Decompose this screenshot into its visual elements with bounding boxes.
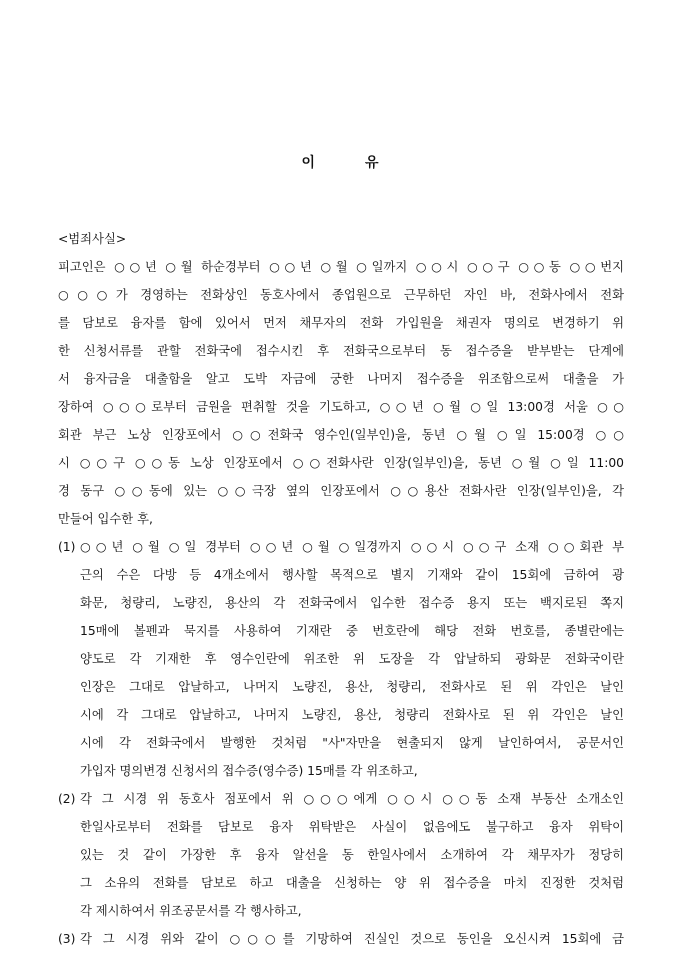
item-line: 양도로 각 기재한 후 영수인란에 위조한 위 도장을 각 압날하되 광화문 전화국이란	[80, 652, 624, 666]
item-text	[80, 785, 624, 925]
title-char-2: 유	[365, 155, 379, 171]
item-line: 한일사로부터 전화를 담보로 융자 위탁받은 사실이 없음에도 불구하고 융자 위탁이	[80, 820, 624, 834]
item-line: 가입자 명의변경 신청서의 접수증(영수증) 15매를 각 위조하고,	[80, 764, 418, 778]
paragraph-line: 시 ○○구 ○○동 노상 인장포에서 ○○전화사란 인장(일부인)을, 동년 ○월 ○일 11:00	[58, 456, 624, 470]
item-number: (2)	[58, 792, 76, 806]
item-line: 있는 것 같이 가장한 후 융자 알선을 동 한일사에서 소개하여 각 채무자가 정당히	[80, 848, 624, 862]
item-line: 각 그 시경 위 동호사 점포에서 위 ○○○에게 ○○시 ○○동 소재 부동산 소개소인	[80, 792, 624, 806]
paragraph-line: 한 신청서류를 관할 전화국에 접수시킨 후 전화국으로부터 동 접수증을 받부받는 단계에	[58, 344, 624, 358]
paragraph-line: 피고인은 ○○년 ○월 하순경부터 ○○년 ○월 ○일까지 ○○시 ○○구 ○○동 ○○번지	[58, 260, 624, 274]
section-heading: <범죄사실>	[58, 232, 127, 246]
paragraph-line: ○○○가 경영하는 전화상인 동호사에서 종업원으로 근무하던 자인 바, 전화사에서 전화	[58, 288, 624, 302]
item-line: 15매에 볼펜과 묵지를 사용하여 기재란 중 번호란에 해당 전화 번호를, 종별란에는	[80, 624, 624, 638]
item-number: (1)	[58, 540, 76, 554]
item-text	[80, 533, 624, 785]
list-item-3	[58, 925, 624, 953]
item-number: (3)	[58, 932, 76, 946]
item-line: 화문, 청량리, 노량진, 용산의 각 전화국에서 입수한 접수증 용지 또는 백지로된 쪽지	[80, 596, 624, 610]
item-line: 그 소유의 전화를 담보로 하고 대출을 신청하는 양 위 접수증을 마치 진정한 것처럼	[80, 876, 624, 890]
paragraph-line: 만들어 입수한 후,	[58, 512, 153, 526]
item-line: 시에 각 전화국에서 발행한 것처럼 "사"자만을 현출되지 않게 날인하여서, 공문서인	[80, 736, 624, 750]
document-body	[58, 225, 624, 953]
item-line: ○○년 ○월 ○일 경부터 ○○년 ○월 ○일경까지 ○○시 ○○구 소재 ○○회관 부	[80, 540, 624, 554]
list-item-2	[58, 785, 624, 925]
paragraph-line: 경 동구 ○○동에 있는 ○○극장 옆의 인장포에서 ○○용산 전화사란 인장(일부인)을, 각	[58, 484, 624, 498]
item-text	[80, 925, 624, 953]
intro-paragraph	[58, 253, 624, 533]
item-line: 근의 수은 다방 등 4개소에서 행사할 목적으로 별지 기재와 같이 15회에 금하여 광	[80, 568, 624, 582]
paragraph-line: 장하여 ○○○로부터 금원을 편취할 것을 기도하고, ○○년 ○월 ○일 13:00경 서울 ○○	[58, 400, 624, 414]
item-line: 각 그 시경 위와 같이 ○○○를 기망하여 진실인 것으로 동인을 오신시켜 15회에 금	[80, 932, 624, 946]
paragraph-line: 회관 부근 노상 인장포에서 ○○전화국 영수인(일부인)을, 동년 ○월 ○일 15:00경 ○○	[58, 428, 624, 442]
title-char-1: 이	[301, 155, 315, 171]
document-title	[0, 152, 680, 172]
list-item-1	[58, 533, 624, 785]
paragraph-line: 서 융자금을 대출함을 알고 도박 자금에 궁한 나머지 접수증을 위조함으로써 대출을 가	[58, 372, 624, 386]
item-line: 시에 각 그대로 압날하고, 나머지 노량진, 용산, 청량리 전화사로 된 위 각인은 날인	[80, 708, 624, 722]
paragraph-line: 를 담보로 융자를 함에 있어서 먼저 채무자의 전화 가입원을 채권자 명의로 변경하기 위	[58, 316, 624, 330]
item-line: 인장은 그대로 압날하고, 나머지 노량진, 용산, 청량리, 전화사로 된 위 각인은 날인	[80, 680, 624, 694]
item-line: 각 제시하여서 위조공문서를 각 행사하고,	[80, 904, 302, 918]
